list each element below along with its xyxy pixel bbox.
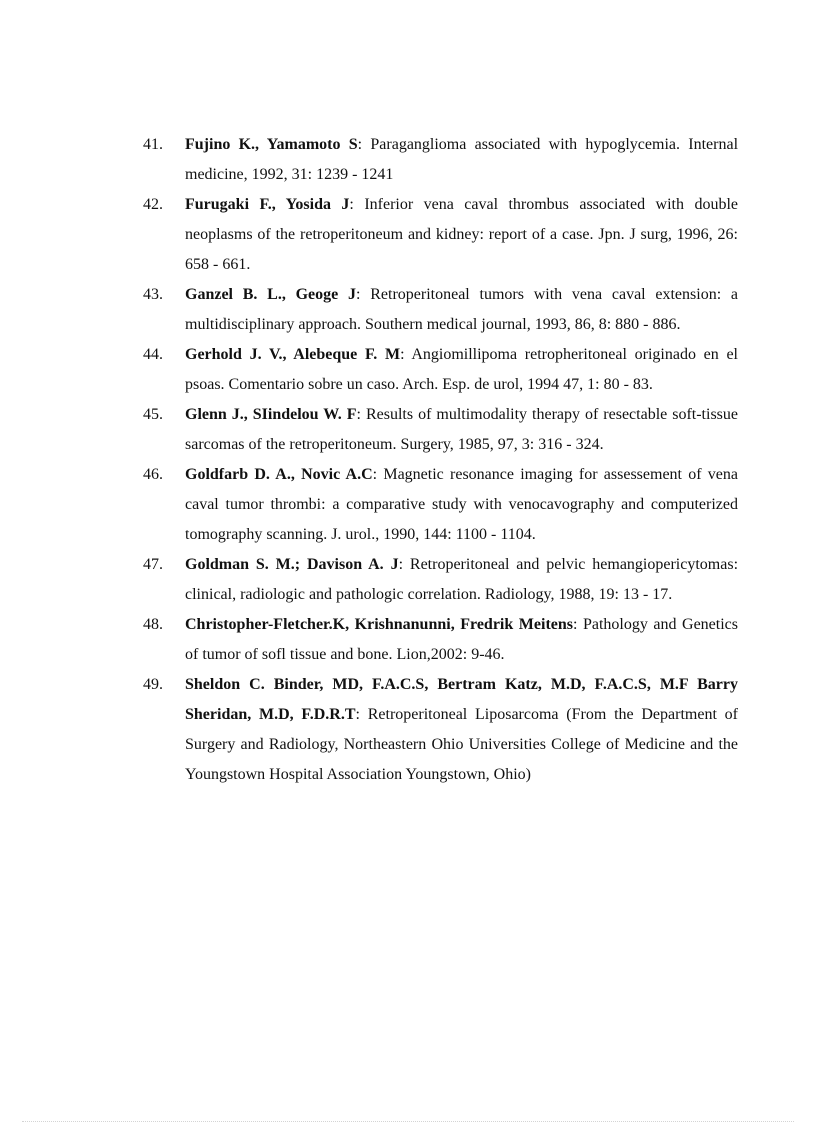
reference-number: 41. <box>143 136 163 153</box>
reference-item <box>143 460 738 550</box>
reference-number: 48. <box>143 616 163 633</box>
reference-authors: Glenn J., SIindelou W. F <box>185 406 357 423</box>
reference-number: 49. <box>143 676 163 693</box>
reference-number: 44. <box>143 346 163 363</box>
reference-authors: Sheldon C. Binder, MD, F.A.C.S, Bertram Katz, M.D, F.A.C.S, M.F Barry Sheridan, M.D, F.D.R.T <box>185 676 738 723</box>
page-bottom-divider <box>22 1121 794 1122</box>
reference-text: : Angiomillipoma retropheritoneal originado en el psoas. Comentario sobre un caso. Arch. Esp. de urol, 1994 47, 1: 80 - 83. <box>185 346 738 393</box>
reference-item <box>143 670 738 790</box>
reference-list <box>143 130 738 790</box>
reference-number: 47. <box>143 556 163 573</box>
reference-item <box>143 340 738 400</box>
reference-text: : Retroperitoneal and pelvic hemangiopericytomas: clinical, radiologic and pathologic correlation. Radiology, 1988, 19: 13 - 17. <box>185 556 739 603</box>
reference-authors: Goldman S. M.; Davison A. J <box>185 556 399 573</box>
reference-text: : Inferior vena caval thrombus associated with double neoplasms of the retroperitoneum and kidney: report of a case. Jpn. J surg, 1996, 26: 658 - 661. <box>185 196 738 273</box>
reference-item <box>143 610 738 670</box>
reference-authors: Christopher-Fletcher.K, Krishnanunni, Fredrik Meitens <box>185 616 573 633</box>
reference-authors: Gerhold J. V., Alebeque F. M <box>185 346 401 363</box>
reference-authors: Furugaki F., Yosida J <box>185 196 350 213</box>
reference-text: : Paraganglioma associated with hypoglycemia. Internal medicine, 1992, 31: 1239 - 1241 <box>185 136 739 183</box>
reference-number: 43. <box>143 286 163 303</box>
reference-authors: Ganzel B. L., Geoge J <box>185 286 357 303</box>
reference-item <box>143 190 738 280</box>
reference-item <box>143 400 738 460</box>
reference-text: : Magnetic resonance imaging for assessement of vena caval tumor thrombi: a comparative study with venocavography and computerized tomography scanning. J. urol., 1990, 144: 1100 - 1104. <box>185 466 739 543</box>
reference-text: : Pathology and Genetics of tumor of sofl tissue and bone. Lion,2002: 9-46. <box>185 616 739 663</box>
reference-text: : Retroperitoneal Liposarcoma (From the Department of Surgery and Radiology, Northeastern Ohio Universities College of Medicine and the Youngstown Hospital Association Youngstown, Ohio) <box>185 706 738 783</box>
reference-number: 45. <box>143 406 163 423</box>
reference-text: : Retroperitoneal tumors with vena caval extension: a multidisciplinary approach. Southern medical journal, 1993, 86, 8: 880 - 886. <box>185 286 739 333</box>
reference-number: 46. <box>143 466 163 483</box>
reference-item <box>143 130 738 190</box>
reference-authors: Fujino K., Yamamoto S <box>185 136 358 153</box>
reference-item <box>143 280 738 340</box>
reference-item <box>143 550 738 610</box>
reference-text: : Results of multimodality therapy of resectable soft-tissue sarcomas of the retroperitoneum. Surgery, 1985, 97, 3: 316 - 324. <box>185 406 738 453</box>
reference-authors: Goldfarb D. A., Novic A.C <box>185 466 373 483</box>
reference-number: 42. <box>143 196 163 213</box>
